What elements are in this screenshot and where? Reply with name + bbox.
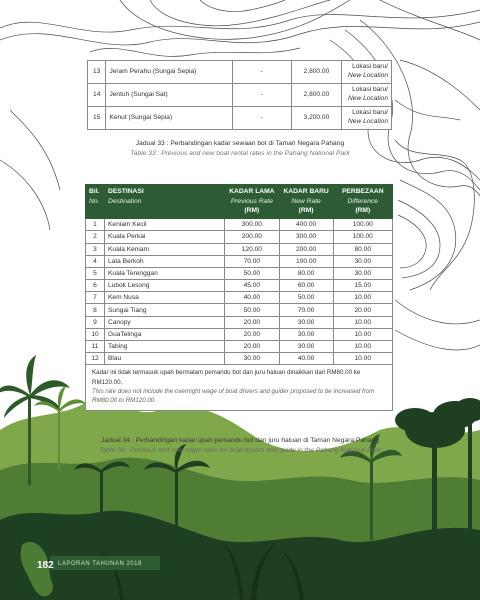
header-difference-unit: (RM) (355, 207, 371, 215)
header-no-bm: Bil. (89, 188, 100, 195)
row-number: 6 (86, 280, 105, 292)
row-previous-rate: 70.00 (225, 255, 280, 267)
table-row (88, 61, 392, 84)
row-difference: 100.00 (333, 219, 393, 231)
table-row (86, 341, 393, 353)
row-previous-rate: - (232, 84, 291, 107)
table-header-row (86, 185, 393, 219)
row-new-rate: 30.00 (279, 328, 333, 340)
row-number: 13 (88, 61, 106, 84)
row-previous-rate: 20.00 (225, 341, 280, 353)
row-number: 15 (88, 107, 106, 130)
row-destination: Canopy (105, 316, 225, 328)
page-number: 182 (37, 560, 54, 571)
row-new-rate: 70.00 (279, 304, 333, 316)
row-new-rate: 60.00 (279, 280, 333, 292)
caption-bm: Jadual 34 : Perbandingan kadar upah pemandu bot dan juru haluan di Taman Negara Pahang (101, 437, 379, 444)
row-destination: Blau (105, 353, 225, 365)
row-number: 9 (86, 316, 105, 328)
difference-en: New Location (348, 72, 388, 79)
row-difference: 80.00 (333, 243, 393, 255)
row-difference: 20.00 (333, 304, 393, 316)
row-previous-rate: 50.00 (225, 267, 280, 279)
row-destination: Jeram Perahu (Sungai Sepia) (106, 61, 233, 84)
row-number: 5 (86, 267, 105, 279)
header-previous-rate (225, 185, 280, 219)
table-row (86, 231, 393, 243)
boat-rate-comparison-table (85, 184, 393, 411)
difference-bm: Lokasi baru/ (352, 63, 388, 71)
difference-en: New Location (348, 95, 388, 102)
row-new-rate: 200.00 (279, 243, 333, 255)
row-destination: Kem Nusa (105, 292, 225, 304)
header-previous-rate-bm: KADAR LAMA (229, 188, 275, 195)
row-difference: 15.00 (333, 280, 393, 292)
row-new-rate: 30.00 (279, 341, 333, 353)
row-number: 1 (86, 219, 105, 231)
row-new-rate: 2,800.00 (291, 84, 342, 107)
row-difference: 10.00 (333, 316, 393, 328)
row-destination: Tabing (105, 341, 225, 353)
row-destination: Keniam Kecil (105, 219, 225, 231)
row-previous-rate: - (232, 61, 291, 84)
table-note (86, 365, 393, 410)
note-en: This rate does not include the overnight wage of boat drivers and guider proposed to be increased from RM80.00 to RM120.00. (92, 388, 375, 405)
row-difference (342, 107, 392, 130)
row-destination: Jentuh (Sungai Sat) (106, 84, 233, 107)
header-difference-en: Difference (347, 197, 378, 205)
note-bm: Kadar ini tidak termasuk upah bermalam pemandu bot dan juru haluan dinaikkan dari RM80.00 ke RM120.00. (92, 369, 361, 386)
row-destination: Lubok Lesong (105, 280, 225, 292)
row-new-rate: 80.00 (279, 267, 333, 279)
row-new-rate: 300.00 (279, 231, 333, 243)
table-row (88, 84, 392, 107)
row-new-rate: 3,200.00 (291, 107, 342, 130)
row-previous-rate: 40.00 (225, 292, 280, 304)
header-new-rate-bm: KADAR BARU (283, 188, 329, 195)
row-number: 7 (86, 292, 105, 304)
row-number: 2 (86, 231, 105, 243)
table-row (86, 280, 393, 292)
row-new-rate: 40.00 (279, 353, 333, 365)
header-previous-rate-unit: (RM) (244, 207, 260, 215)
row-difference (342, 61, 392, 84)
header-previous-rate-en: Previous Rate (230, 197, 273, 205)
row-number: 10 (86, 328, 105, 340)
table-row (86, 328, 393, 340)
row-new-rate: 50.00 (279, 292, 333, 304)
header-destination-en: Destination (108, 197, 142, 205)
table-note-row (86, 365, 393, 410)
header-destination-bm: DESTINASI (108, 188, 144, 195)
table-34-caption (0, 436, 480, 456)
row-previous-rate: 30.00 (225, 353, 280, 365)
row-previous-rate: 20.00 (225, 328, 280, 340)
row-number: 3 (86, 243, 105, 255)
caption-en: Table 33 : Previous and new boat rental rates in the Pahang National Park (130, 150, 350, 158)
row-previous-rate: - (232, 107, 291, 130)
header-new-rate (279, 185, 333, 219)
row-difference: 100.00 (333, 231, 393, 243)
row-number: 14 (88, 84, 106, 107)
row-new-rate: 400.00 (279, 219, 333, 231)
header-new-rate-en: New Rate (291, 197, 321, 205)
row-previous-rate: 20.00 (225, 316, 280, 328)
row-difference: 10.00 (333, 292, 393, 304)
header-new-rate-unit: (RM) (298, 207, 314, 215)
boat-rental-table-continued (87, 60, 392, 130)
row-difference: 10.00 (333, 353, 393, 365)
header-no (86, 185, 105, 219)
row-new-rate: 30.00 (279, 316, 333, 328)
row-number: 12 (86, 353, 105, 365)
row-difference: 30.00 (333, 255, 393, 267)
row-destination: Kuala Terenggan (105, 267, 225, 279)
row-number: 8 (86, 304, 105, 316)
row-previous-rate: 45.00 (225, 280, 280, 292)
table-row (86, 304, 393, 316)
table-row (86, 292, 393, 304)
difference-en: New Location (348, 118, 388, 125)
row-difference: 30.00 (333, 267, 393, 279)
table-row (86, 316, 393, 328)
difference-bm: Lokasi baru/ (352, 109, 388, 117)
row-previous-rate: 200.00 (225, 231, 280, 243)
row-difference (342, 84, 392, 107)
row-number: 11 (86, 341, 105, 353)
row-number: 4 (86, 255, 105, 267)
table-row (88, 107, 392, 130)
table-row (86, 267, 393, 279)
table-row (86, 255, 393, 267)
row-previous-rate: 300.00 (225, 219, 280, 231)
row-difference: 10.00 (333, 328, 393, 340)
row-destination: Lata Berkoh (105, 255, 225, 267)
table-row (86, 219, 393, 231)
table-row (86, 353, 393, 365)
header-difference (333, 185, 393, 219)
caption-en: Table 34 : Previous and new wage rates for boat drivers and guide in the Pahang National Park (99, 447, 381, 455)
header-destination (105, 185, 225, 219)
header-no-en: No. (89, 197, 100, 205)
table-33-caption (0, 139, 480, 159)
row-previous-rate: 50.00 (225, 304, 280, 316)
row-new-rate: 2,800.00 (291, 61, 342, 84)
row-destination: GuaTelinga (105, 328, 225, 340)
row-destination: Kuala Keniam (105, 243, 225, 255)
row-difference: 10.00 (333, 341, 393, 353)
row-destination: Kenut (Sungai Sepia) (106, 107, 233, 130)
row-new-rate: 100.00 (279, 255, 333, 267)
row-destination: Kuala Perkai (105, 231, 225, 243)
footer-title: LAPORAN TAHUNAN 2018 (58, 561, 142, 567)
table-row (86, 243, 393, 255)
header-difference-bm: PERBEZAAN (341, 188, 384, 195)
caption-bm: Jadual 33 : Perbandingan kadar sewaan bot di Taman Negara Pahang (135, 140, 345, 147)
difference-bm: Lokasi baru/ (352, 86, 388, 94)
row-previous-rate: 120.00 (225, 243, 280, 255)
row-destination: Sungai Tiang (105, 304, 225, 316)
